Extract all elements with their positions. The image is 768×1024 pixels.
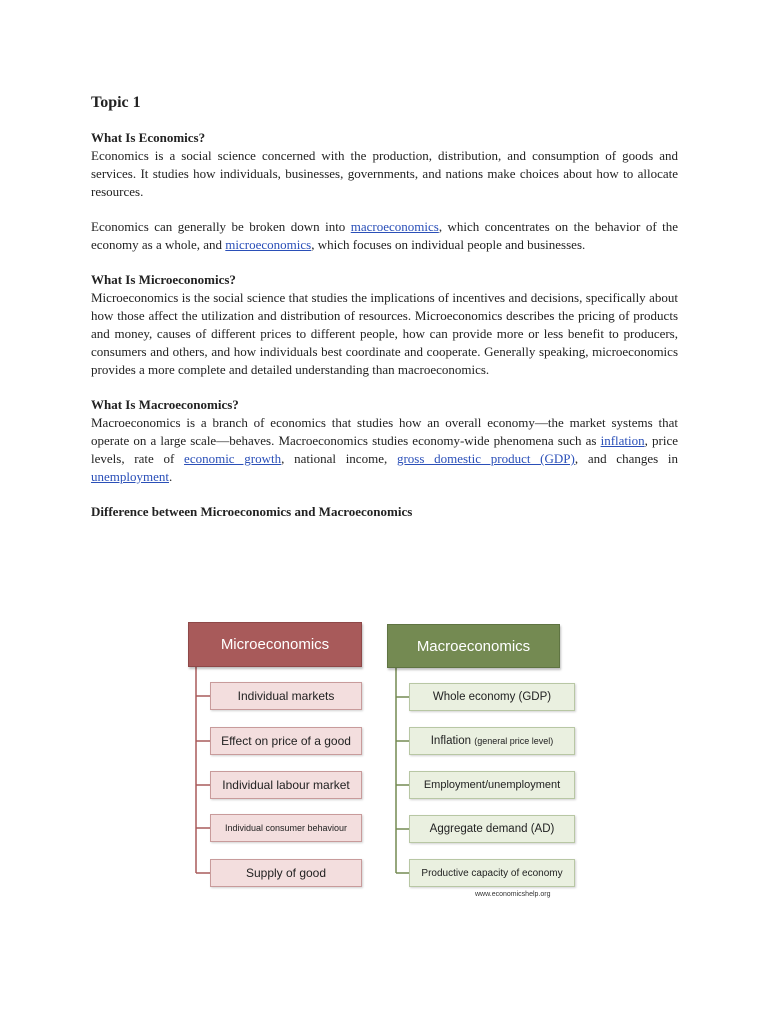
micro-item-labour-market: Individual labour market — [210, 771, 362, 799]
para-microeconomics: Microeconomics is the social science that studies the implications of incentives and decisions, specifically about how those affect the utilization and distribution of resources. Microeconomics describes the pricing of products and money, causes of different prices to different people, how can provide more or less benefit to producers, consumers and others, and how individuals best coordinate and cooperate. Generally speaking, microeconomics provides a more complete and detailed understanding than macroeconomics. — [91, 290, 678, 377]
para-economics-branches — [91, 218, 678, 254]
topic-title: Topic 1 — [91, 94, 141, 111]
document-body — [91, 94, 678, 521]
micro-item-price-effect: Effect on price of a good — [210, 727, 362, 755]
heading-economics: What Is Economics? — [91, 130, 206, 145]
macro-item-inflation-note: (general price level) — [474, 736, 554, 746]
link-economic-growth[interactable]: economic growth — [184, 451, 282, 466]
link-inflation[interactable]: inflation — [600, 433, 645, 448]
micro-item-individual-markets: Individual markets — [210, 682, 362, 710]
micro-connectors — [196, 667, 210, 873]
text-fragment: , which focuses on individual people and businesses. — [311, 237, 586, 252]
text-fragment: , which concentrates on the behavior of the economy as a whole, and — [91, 219, 678, 252]
text-fragment: Economics can generally be broken down into — [91, 219, 351, 234]
link-unemployment[interactable]: unemployment — [91, 469, 169, 484]
text-fragment: , price levels, rate of — [91, 433, 678, 466]
heading-difference: Difference between Microeconomics and Macroeconomics — [91, 504, 413, 519]
macro-connectors — [396, 668, 409, 873]
micro-header-box: Microeconomics — [188, 622, 362, 667]
macro-item-inflation — [409, 727, 575, 755]
text-fragment: Macroeconomics is a branch of economics that studies how an overall economy—the market systems that operate on a large scale—behaves. Macroeconomics studies economy-wide phenomena such as — [91, 415, 678, 448]
para-economics-definition: Economics is a social science concerned with the production, distribution, and consumption of goods and services. It studies how individuals, businesses, governments, and nations make choices about how to allocate resources. — [91, 148, 678, 199]
macro-item-employment: Employment/unemployment — [409, 771, 575, 799]
heading-macroeconomics: What Is Macroeconomics? — [91, 397, 239, 412]
link-macroeconomics[interactable]: macroeconomics — [350, 219, 439, 234]
text-fragment: , national income, — [281, 451, 397, 466]
macro-item-productive-capacity: Productive capacity of economy — [409, 859, 575, 887]
source-credit: www.economicshelp.org — [475, 891, 551, 898]
macro-item-whole-economy: Whole economy (GDP) — [409, 683, 575, 711]
heading-microeconomics: What Is Microeconomics? — [91, 272, 236, 287]
link-microeconomics[interactable]: microeconomics — [225, 237, 312, 252]
para-macroeconomics — [91, 414, 678, 486]
micro-item-consumer-behaviour: Individual consumer behaviour — [210, 814, 362, 842]
micro-item-supply: Supply of good — [210, 859, 362, 887]
macro-header-box: Macroeconomics — [387, 624, 560, 668]
text-fragment: , and changes in — [574, 451, 679, 466]
link-gdp[interactable]: gross domestic product (GDP) — [396, 451, 575, 466]
text-fragment: . — [169, 469, 173, 484]
macro-item-inflation-label: Inflation — [430, 735, 472, 747]
macro-item-aggregate-demand: Aggregate demand (AD) — [409, 815, 575, 843]
